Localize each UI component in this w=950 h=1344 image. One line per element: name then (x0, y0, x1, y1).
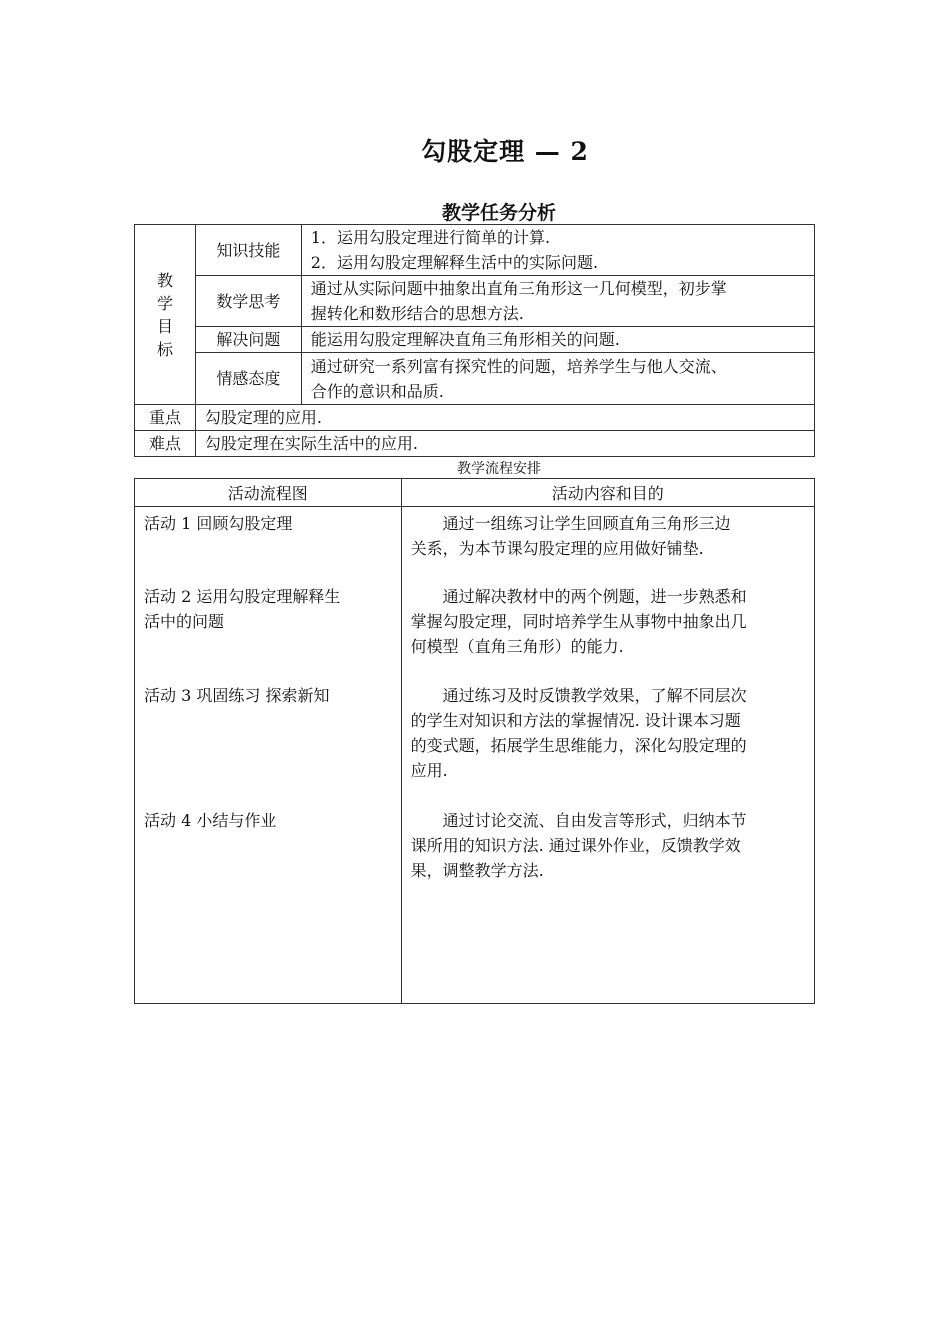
activity-content: 通过练习及时反馈教学效果，了解不同层次 的学生对知识和方法的掌握情况. 设计课本习题 的变式题，拓展学生思维能力，深化勾股定理的 应用. (410, 686, 747, 780)
objective-label: 数学思考 (195, 276, 301, 327)
activity-name: 活动 2 运用勾股定理解释生 活中的问题 (144, 587, 341, 631)
section-title: 教学任务分析 (441, 202, 556, 224)
flow-header-content: 活动内容和目的 (401, 479, 814, 507)
objective-content: 1．运用勾股定理进行简单的计算. 2．运用勾股定理解释生活中的实际问题. (301, 225, 814, 276)
objective-content: 通过从实际问题中抽象出直角三角形这一几何模型，初步掌 握转化和数形结合的思想方法. (301, 276, 814, 327)
difficult-point-text: 勾股定理在实际生活中的应用. (195, 431, 814, 457)
key-point-text: 勾股定理的应用. (195, 405, 814, 431)
objective-label: 知识技能 (195, 225, 301, 276)
teaching-flow-table (134, 478, 815, 1004)
objective-label: 解决问题 (195, 327, 301, 353)
activity-name: 活动 3 巩固练习 探索新知 (144, 686, 330, 705)
activity-list (135, 507, 402, 1004)
objective-label: 情感态度 (195, 353, 301, 405)
activity-content: 通过讨论交流、自由发言等形式，归纳本节 课所用的知识方法. 通过课外作业，反馈教学效 果，调整教学方法. (410, 811, 747, 880)
page-title: 勾股定理 — 2 (421, 137, 589, 166)
difficult-point-label: 难点 (135, 431, 196, 457)
flow-caption: 教学流程安排 (457, 461, 541, 477)
key-point-label: 重点 (135, 405, 196, 431)
activity-content: 通过解决教材中的两个例题，进一步熟悉和 掌握勾股定理，同时培养学生从事物中抽象出几 何模型（直角三角形）的能力. (410, 587, 747, 656)
activity-name: 活动 4 小结与作业 (144, 811, 277, 830)
flow-header-activity: 活动流程图 (135, 479, 402, 507)
activity-name: 活动 1 回顾勾股定理 (144, 514, 293, 533)
objective-content: 通过研究一系列富有探究性的问题，培养学生与他人交流、 合作的意识和品质. (301, 353, 814, 405)
objectives-label: 教 学 目 标 (135, 225, 196, 405)
task-analysis-table (134, 224, 815, 457)
activity-content-list (401, 507, 814, 1004)
activity-content: 通过一组练习让学生回顾直角三角形三边 关系，为本节课勾股定理的应用做好铺垫. (410, 514, 731, 558)
objective-content: 能运用勾股定理解决直角三角形相关的问题. (301, 327, 814, 353)
